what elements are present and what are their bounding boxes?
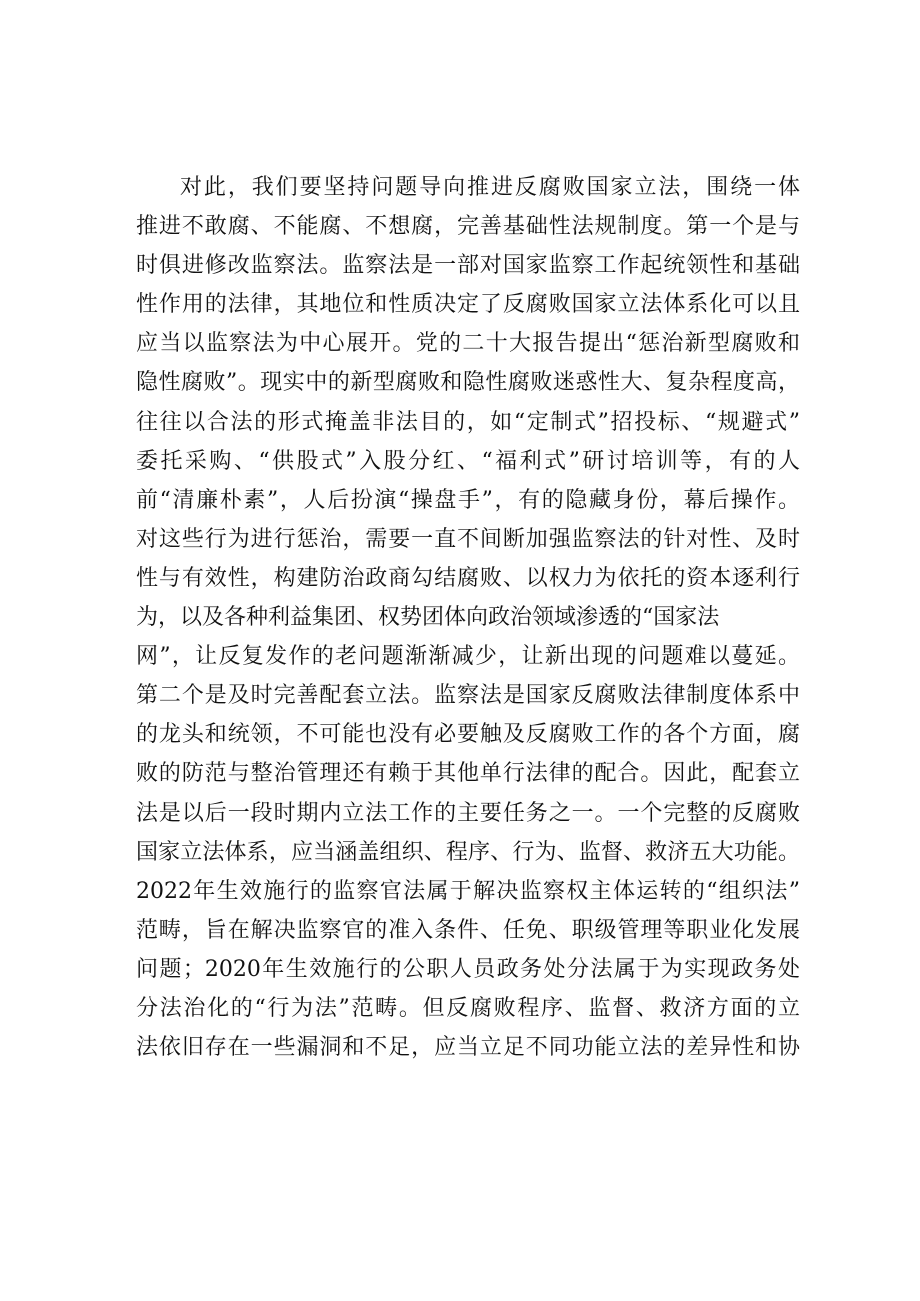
paragraph-line-9: 前“清廉朴素”，人后扮演“操盘手”，有的隐藏身份，幕后操作。 <box>136 487 800 513</box>
paragraph-line-6: 隐性腐败”。现实中的新型腐败和隐性腐败迷惑性大、复杂程度高， <box>136 370 800 396</box>
paragraph-line-4: 性作用的法律，其地位和性质决定了反腐败国家立法体系化可以且 <box>136 292 800 318</box>
paragraph-line-1: 对此，我们要坚持问题导向推进反腐败国家立法，围绕一体 <box>180 175 800 200</box>
paragraph-line-20: 范畴，旨在解决监察官的准入条件、任免、职级管理等职业化发展 <box>136 917 800 943</box>
paragraph-line-13: 网”，让反复发作的老问题渐渐减少，让新出现的问题难以蔓延。 <box>136 644 800 670</box>
paragraph-line-19: 2022年生效施行的监察官法属于解决监察权主体运转的“组织法” <box>136 878 800 904</box>
paragraph-line-7: 往往以合法的形式掩盖非法目的，如“定制式”招投标、“规避式” <box>136 409 800 435</box>
paragraph-line-18: 国家立法体系，应当涵盖组织、程序、行为、监督、救济五大功能。 <box>136 839 800 865</box>
paragraph-line-21: 问题；2020年生效施行的公职人员政务处分法属于为实现政务处 <box>136 956 800 982</box>
paragraph-line-2: 推进不敢腐、不能腐、不想腐，完善基础性法规制度。第一个是与 <box>136 214 800 240</box>
paragraph-line-12: 为，以及各种利益集团、权势团体向政治领域渗透的“国家法 <box>136 605 720 631</box>
paragraph-line-22: 分法治化的“行为法”范畴。但反腐败程序、监督、救济方面的立 <box>136 995 800 1021</box>
paragraph-line-14: 第二个是及时完善配套立法。监察法是国家反腐败法律制度体系中 <box>136 683 800 709</box>
paragraph-line-10: 对这些行为进行惩治，需要一直不间断加强监察法的针对性、及时 <box>136 526 800 552</box>
paragraph-line-16: 败的防范与整治管理还有赖于其他单行法律的配合。因此，配套立 <box>136 761 800 787</box>
body-paragraph <box>136 168 800 1067</box>
paragraph-line-11: 性与有效性，构建防治政商勾结腐败、以权力为依托的资本逐利行 <box>136 565 800 591</box>
paragraph-line-8: 委托采购、“供股式”入股分红、“福利式”研讨培训等，有的人 <box>136 448 800 474</box>
paragraph-line-15: 的龙头和统领，不可能也没有必要触及反腐败工作的各个方面，腐 <box>136 722 800 748</box>
paragraph-line-23: 法依旧存在一些漏洞和不足，应当立足不同功能立法的差异性和协 <box>136 1035 800 1061</box>
paragraph-line-5: 应当以监察法为中心展开。党的二十大报告提出“惩治新型腐败和 <box>136 331 800 357</box>
paragraph-line-3: 时俱进修改监察法。监察法是一部对国家监察工作起统领性和基础 <box>136 253 800 279</box>
paragraph-line-17: 法是以后一段时期内立法工作的主要任务之一。一个完整的反腐败 <box>136 800 800 826</box>
